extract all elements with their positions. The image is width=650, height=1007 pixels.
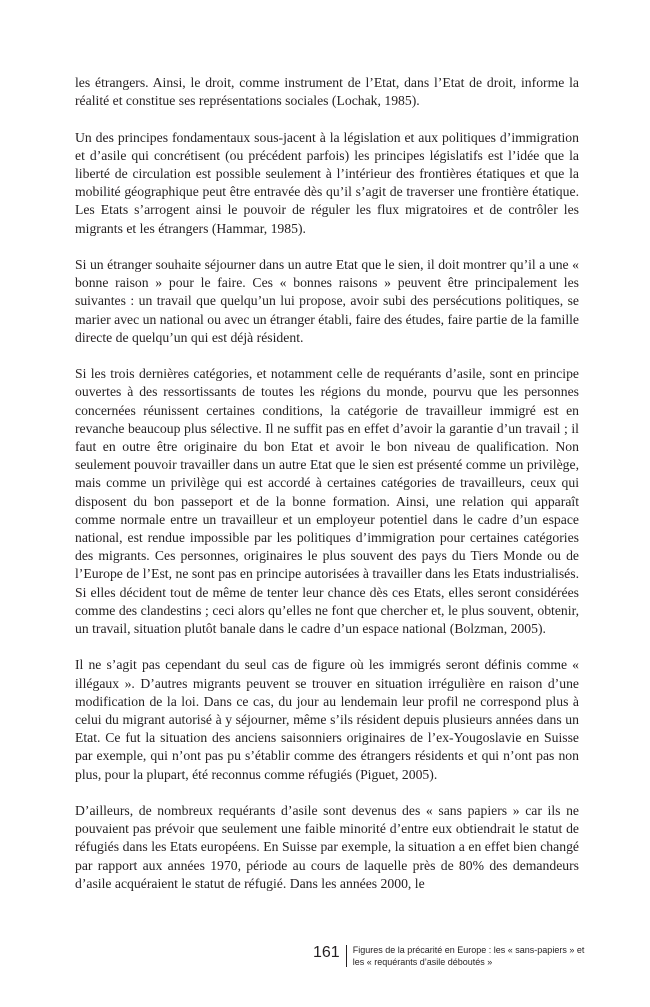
page-number: 161	[313, 944, 340, 961]
document-body	[75, 74, 579, 911]
running-title	[353, 944, 593, 968]
paragraph-1: les étrangers. Ainsi, le droit, comme instrument de l’Etat, dans l’Etat de droit, informe la réalité et constitue ses représentations sociales (Lochak, 1985).	[75, 75, 579, 109]
paragraph-3: Si un étranger souhaite séjourner dans un autre Etat que le sien, il doit montrer qu’il a une « bonne raison » pour le faire. Ces « bonnes raisons » peuvent être principalement les suivantes : un travail que quelqu’un lui propose, avoir subi des persécutions politiques, se marier avec un national ou avec un étranger établi, faire des études, faire partie de la famille directe de quelqu’un qui est déjà résident.	[75, 257, 579, 345]
paragraph-2: Un des principes fondamentaux sous-jacent à la législation et aux politiques d’immigration et d’asile qui concrétisent (ou précédent parfois) les principes législatifs est l’idée que la liberté de circulation est possible seulement à l’intérieur des frontières étatiques et que la mobilité géographique peut être entravée dès qu’il s’agit de traverser une frontière étatique. Les Etats s’arrogent ainsi le pouvoir de réguler les flux migratoires et de contrôler les migrants et les étrangers (Hammar, 1985).	[75, 129, 579, 236]
page-footer	[313, 944, 593, 968]
running-title-line-1: Figures de la précarité en Europe : les « sans-papiers » et	[352, 945, 585, 955]
running-title-line-2: les « requérants d’asile déboutés »	[352, 956, 493, 967]
paragraph-4: Si les trois dernières catégories, et notamment celle de requérants d’asile, sont en principe ouvertes à des ressortissants de toutes les régions du monde, pourvu que les personnes concernées réunissent certaines conditions, la catégorie de travailleur immigré est en revanche beaucoup plus sélective. Il ne suffit pas en effet d’avoir la garantie d’un travail ; il faut en outre être originaire du bon Etat et avoir le bon niveau de qualification. Non seulement pouvoir travailler dans un autre Etat que le sien est présenté comme un privilège, mais comme un privilège qui est accordé à certaines catégories de travailleurs, ceux qui disposent du bon passeport et de la bonne formation. Ainsi, une relation qui apparaît comme normale entre un travailleur et un employeur potentiel dans le cadre d’un espace national, est rendue impossible par les politiques d’immigration pour certaines catégories des migrants. Ces personnes, originaires le plus souvent des pays du Tiers Monde ou de l’Europe de l’Est, ne sont pas en principe autorisées à travailler dans les Etats industrialisés. Si elles décident tout de même de tenter leur chance dès ces Etats, elles seront considérées comme des clandestins ; ceci alors qu’elles ne font que chercher et, le plus souvent, obtenir, un travail, situation plutôt banale dans le cadre d’un espace national (Bolzman, 2005).	[75, 366, 579, 637]
footer-divider	[346, 945, 347, 967]
paragraph-5: Il ne s’agit pas cependant du seul cas de figure où les immigrés seront définis comme « illégaux ». D’autres migrants peuvent se trouver en situation irrégulière en raison d’une modification de la loi. Dans ce cas, du jour au lendemain leur profil ne correspond plus à celui du migrant autorisé à y séjourner, même s’ils résident depuis plusieurs années dans un Etat. Ce fut la situation des anciens saisonniers originaires de l’ex-Yougoslavie en Suisse par exemple, qui n’ont pas pu s’établir comme des étrangers résidents et qui n’ont pas non plus, pour la plupart, été reconnus comme réfugiés (Piguet, 2005).	[75, 657, 579, 782]
paragraph-6: D’ailleurs, de nombreux requérants d’asile sont devenus des « sans papiers » car ils ne pouvaient pas prévoir que seulement une faible minorité d’entre eux obtiendrait le statut de réfugiés dans les Etats européens. En Suisse par exemple, la situation a en effet bien changé par rapport aux années 1970, période au cours de laquelle près de 80% des demandeurs d’asile acquéraient le statut de réfugié. Dans les années 2000, le	[75, 803, 579, 891]
